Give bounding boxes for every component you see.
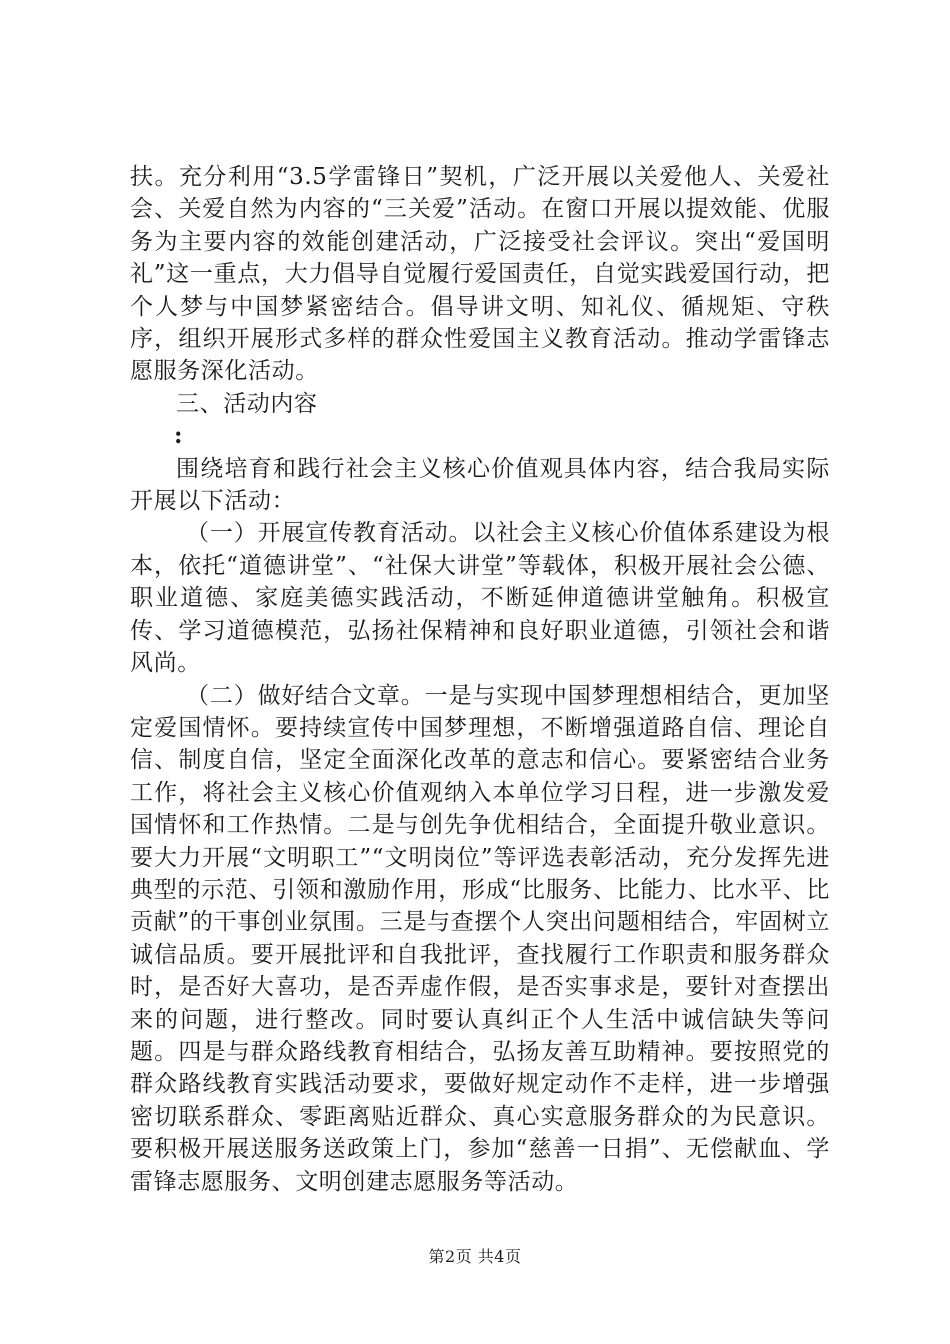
colon-line: :	[174, 422, 184, 450]
paragraph-item-1: （一）开展宣传教育活动。以社会主义核心价值体系建设为根本，依托“道德讲堂”、“社保大讲堂”等载体，积极开展社会公德、职业道德、家庭美德实践活动，不断延伸道德讲堂触角。积极宣传、学习道德模范，弘扬社保精神和良好职业道德，引领社会和谐风尚。	[130, 520, 830, 677]
paragraph-item-2: （二）做好结合文章。一是与实现中国梦理想相结合，更加坚定爱国情怀。要持续宣传中国梦理想，不断增强道路自信、理论自信、制度自信，坚定全面深化改革的意志和信心。要紧密结合业务工作，将社会主义核心价值观纳入本单位学习日程，进一步激发爱国情怀和工作热情。二是与创先争优相结合，全面提升敬业意识。要大力开展“文明职工”“文明岗位”等评选表彰活动，充分发挥先进典型的示范、引领和激励作用，形成“比服务、比能力、比水平、比贡献”的干事创业氛围。三是与查摆个人突出问题相结合，牢固树立诚信品质。要开展批评和自我批评，查找履行工作职责和服务群众时，是否好大喜功，是否弄虚作假，是否实事求是，要针对查摆出来的问题，进行整改。同时要认真纠正个人生活中诚信缺失等问题。四是与群众路线教育相结合，弘扬友善互助精神。要按照党的群众路线教育实践活动要求，要做好规定动作不走样，进一步增强密切联系群众、零距离贴近群众、真心实意服务群众的为民意识。要积极开展送服务送政策上门，参加“慈善一日捐”、无偿献血、学雷锋志愿服务、文明创建志愿服务等活动。	[130, 682, 830, 1195]
document-body	[130, 161, 830, 1198]
section-heading-activity-content: 三、活动内容	[176, 390, 318, 417]
paragraph-intro: 围绕培育和践行社会主义核心价值观具体内容，结合我局实际开展以下活动：	[130, 455, 830, 515]
paragraph-continuation: 扶。充分利用“3.5学雷锋日”契机，广泛开展以关爱他人、关爱社会、关爱自然为内容的“三关爱”活动。在窗口开展以提效能、优服务为主要内容的效能创建活动，广泛接受社会评议。突出“爱国明礼”这一重点，大力倡导自觉履行爱国责任，自觉实践爱国行动，把个人梦与中国梦紧密结合。倡导讲文明、知礼仪、循规矩、守秩序，组织开展形式多样的群众性爱国主义教育活动。推动学雷锋志愿服务深化活动。	[130, 164, 830, 385]
page-number-footer: 第2页 共4页	[428, 1247, 522, 1266]
